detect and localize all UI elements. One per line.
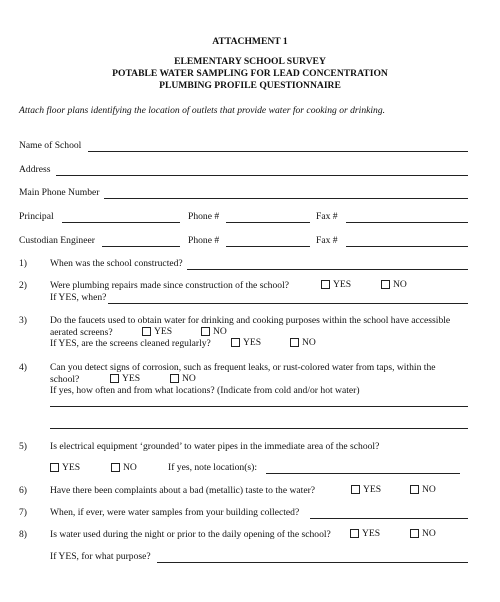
custodian-field[interactable] — [102, 246, 180, 247]
q8-yes-label: YES — [362, 528, 381, 539]
q3-yes-checkbox[interactable] — [142, 327, 151, 336]
q7-number: 7) — [19, 507, 27, 518]
principal-fax-field[interactable] — [346, 222, 468, 223]
q2-followup-text: If YES, when? — [50, 292, 107, 303]
custodian-phone-field[interactable] — [226, 246, 310, 247]
q6-yes-checkbox[interactable] — [351, 485, 360, 494]
q2-followup-field[interactable] — [108, 303, 468, 304]
q2-yes-label: YES — [333, 279, 352, 290]
principal-field[interactable] — [62, 222, 180, 223]
q8-followup-field[interactable] — [157, 562, 468, 563]
q5-yes-checkbox[interactable] — [50, 463, 59, 472]
q6-text: Have there been complaints about a bad (metallic) taste to the water? — [50, 485, 316, 496]
q3-no-checkbox[interactable] — [201, 327, 210, 336]
q5-yes-label: YES — [62, 462, 81, 473]
q4-no-checkbox[interactable] — [170, 374, 179, 383]
attachment-label: ATTACHMENT 1 — [212, 36, 288, 47]
q7-answer-field[interactable] — [310, 518, 468, 519]
q6-yes-label: YES — [363, 484, 382, 495]
custodian-label: Custodian Engineer — [19, 235, 95, 246]
q8-yes-checkbox[interactable] — [350, 529, 359, 538]
questionnaire-title: PLUMBING PROFILE QUESTIONNAIRE — [159, 80, 341, 91]
q2-no-label: NO — [393, 279, 407, 290]
q3-text-cont: aerated screens? — [50, 327, 113, 338]
q2-yes-checkbox[interactable] — [321, 280, 330, 289]
principal-phone-label: Phone # — [188, 211, 220, 222]
q5-number: 5) — [19, 441, 27, 452]
q3-followup-no-checkbox[interactable] — [290, 338, 299, 347]
q8-no-checkbox[interactable] — [410, 529, 419, 538]
q4-no-label: NO — [182, 373, 196, 384]
q3-followup-yes-checkbox[interactable] — [231, 338, 240, 347]
q5-no-label: NO — [123, 462, 137, 473]
principal-label: Principal — [19, 211, 54, 222]
q4-answer-line-2[interactable] — [50, 428, 468, 429]
main-phone-label: Main Phone Number — [19, 187, 100, 198]
q8-number: 8) — [19, 529, 27, 540]
q4-yes-label: YES — [122, 373, 141, 384]
q3-no-label: NO — [213, 326, 227, 337]
q4-followup-text: If yes, how often and from what locations? (Indicate from cold and/or hot water) — [50, 385, 360, 396]
q4-text-cont: school? — [50, 374, 80, 385]
q8-no-label: NO — [422, 528, 436, 539]
q8-followup-text: If YES, for what purpose? — [50, 551, 151, 562]
survey-subtitle: POTABLE WATER SAMPLING FOR LEAD CONCENTRATION — [112, 68, 388, 79]
q5-no-checkbox[interactable] — [111, 463, 120, 472]
address-label: Address — [19, 164, 51, 175]
q4-text: Can you detect signs of corrosion, such as frequent leaks, or rust-colored water from taps, within the — [50, 362, 436, 373]
q6-no-checkbox[interactable] — [410, 485, 419, 494]
q4-number: 4) — [19, 362, 27, 373]
principal-phone-field[interactable] — [226, 222, 310, 223]
survey-title: ELEMENTARY SCHOOL SURVEY — [174, 56, 326, 67]
main-phone-field[interactable] — [104, 198, 468, 199]
q1-text: When was the school constructed? — [50, 258, 183, 269]
q3-number: 3) — [19, 315, 27, 326]
q6-no-label: NO — [422, 484, 436, 495]
q3-followup-text: If YES, are the screens cleaned regularly? — [50, 338, 211, 349]
instruction-text: Attach floor plans identifying the location of outlets that provide water for cooking or drinking. — [19, 105, 386, 116]
q5-text: Is electrical equipment ‘grounded’ to water pipes in the immediate area of the school? — [50, 441, 380, 452]
q1-answer-field[interactable] — [187, 269, 468, 270]
q3-followup-yes-label: YES — [243, 337, 262, 348]
q3-followup-no-label: NO — [302, 337, 316, 348]
name-of-school-field[interactable] — [88, 151, 468, 152]
q1-number: 1) — [19, 258, 27, 269]
q2-text: Were plumbing repairs made since construction of the school? — [50, 280, 289, 291]
name-of-school-label: Name of School — [19, 140, 82, 151]
q4-yes-checkbox[interactable] — [110, 374, 119, 383]
q7-text: When, if ever, were water samples from your building collected? — [50, 507, 300, 518]
principal-fax-label: Fax # — [316, 211, 338, 222]
q4-answer-line-1[interactable] — [50, 406, 468, 407]
custodian-fax-field[interactable] — [346, 246, 468, 247]
q5-followup-text: If yes, note location(s): — [168, 462, 257, 473]
q5-followup-field[interactable] — [266, 473, 460, 474]
q8-text: Is water used during the night or prior to the daily opening of the school? — [50, 529, 331, 540]
q3-yes-label: YES — [154, 326, 173, 337]
q3-text: Do the faucets used to obtain water for drinking and cooking purposes within the school have accessible — [50, 315, 451, 326]
custodian-phone-label: Phone # — [188, 235, 220, 246]
q6-number: 6) — [19, 485, 27, 496]
q2-no-checkbox[interactable] — [381, 280, 390, 289]
q2-number: 2) — [19, 280, 27, 291]
address-field[interactable] — [56, 175, 468, 176]
custodian-fax-label: Fax # — [316, 235, 338, 246]
